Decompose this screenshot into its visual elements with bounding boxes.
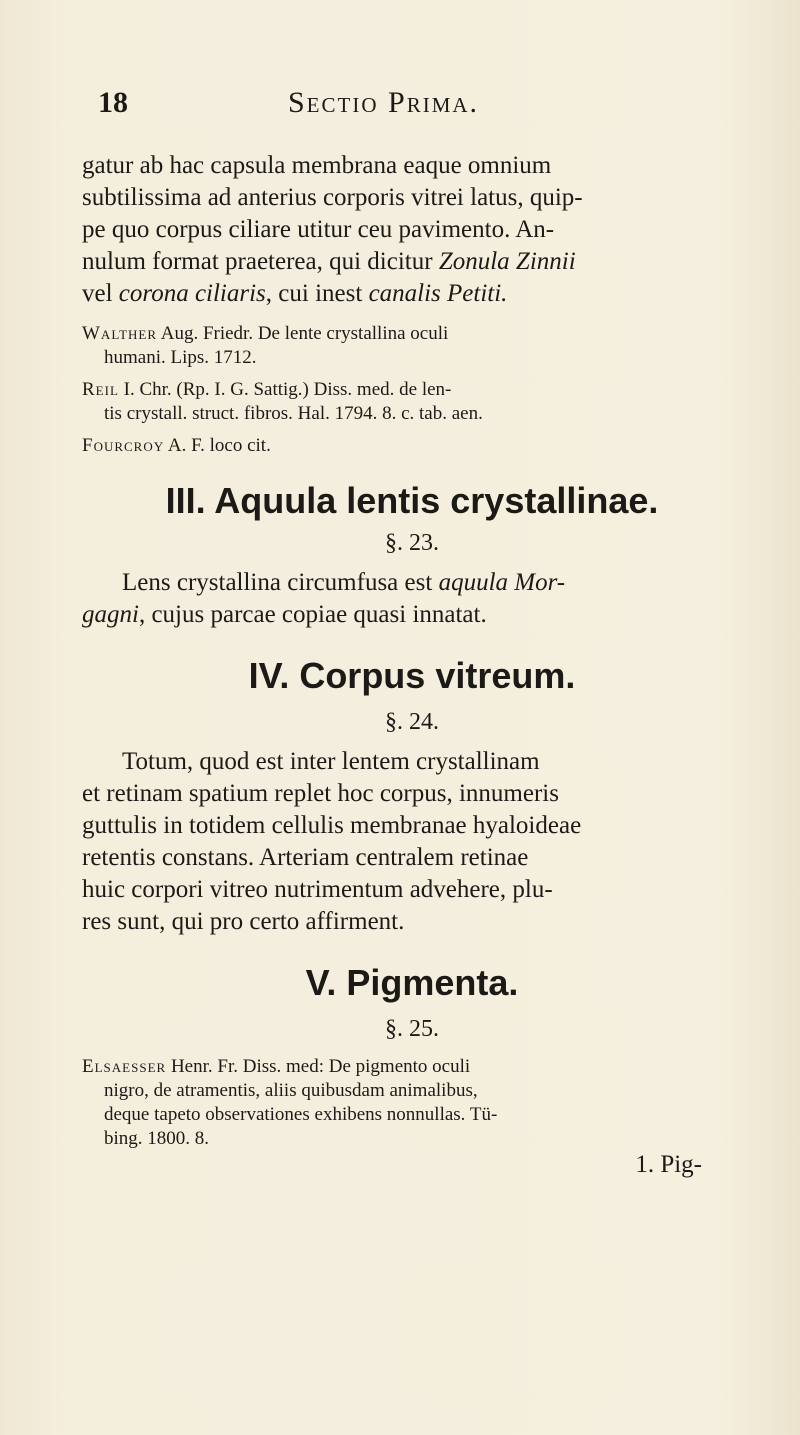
section3-paragraph: Lens crystallina circumfusa est aquula Mor- gagni, cujus parcae copiae quasi innatat. xyxy=(82,569,566,628)
section-number: §. 23. xyxy=(385,530,439,556)
text-line: gatur ab hac capsula membrana eaque omnium xyxy=(82,152,552,179)
term-zonula-zinnii: Zonula Zinnii xyxy=(438,248,576,275)
term-canalis-petiti: canalis Petiti. xyxy=(368,280,508,307)
text-line: nulum format praeterea, qui dicitur Zonula Zinnii xyxy=(82,248,576,275)
section-heading-aquula: III. Aquula lentis crystallinae. xyxy=(165,480,659,521)
text-line: vel corona ciliaris, cui inest canalis Petiti. xyxy=(82,280,508,307)
reference-author: Walther xyxy=(82,323,158,344)
reference-entry: Reil I. Chr. (Rp. I. G. Sattig.) Diss. med. de len- tis crystall. struct. fibros. Hal. 1794. 8. c. tab. aen. xyxy=(82,379,483,424)
reference-entry: Fourcroy A. F. loco cit. xyxy=(82,435,271,456)
reference-entry: Elsaesser Henr. Fr. Diss. med: De pigmento oculi nigro, de atramentis, aliis quibusdam animalibus, deque tapeto observationes exhibens nonnullas. Tü- bing. 1800. 8. xyxy=(82,1056,498,1149)
intro-paragraph xyxy=(82,150,742,310)
text-line: pe quo corpus ciliare utitur ceu pavimento. An- xyxy=(82,216,555,243)
text-line: subtilissima ad anterius corporis vitrei latus, quip- xyxy=(82,184,583,211)
section-number: §. 25. xyxy=(385,1016,439,1042)
reference-author: Elsaesser xyxy=(82,1056,167,1077)
section-heading-corpus-vitreum: IV. Corpus vitreum. xyxy=(248,655,576,696)
catchword: 1. Pig- xyxy=(635,1151,702,1178)
section4-paragraph: Totum, quod est inter lentem crystallinam et retinam spatium replet hoc corpus, innumeris guttulis in totidem cellulis membranae hyaloideae retentis constans. Arteriam centralem retinae huic corpori vitreo nutrimentum advehere, plu- res sunt, qui pro certo affirment. xyxy=(82,748,582,935)
section-number: §. 24. xyxy=(385,709,439,735)
page-number: 18 xyxy=(98,86,128,119)
page-body xyxy=(82,150,742,1185)
term-corona-ciliaris: corona ciliaris xyxy=(118,280,266,307)
reference-author: Reil xyxy=(82,379,119,400)
reference-list xyxy=(82,322,742,458)
running-title: Sectio Prima. xyxy=(288,86,480,119)
reference-author: Fourcroy xyxy=(82,435,165,456)
reference-entry: Walther Aug. Friedr. De lente crystallina oculi humani. Lips. 1712. xyxy=(82,323,449,368)
section-heading-pigmenta: V. Pigmenta. xyxy=(305,962,519,1003)
page-header xyxy=(98,86,738,126)
